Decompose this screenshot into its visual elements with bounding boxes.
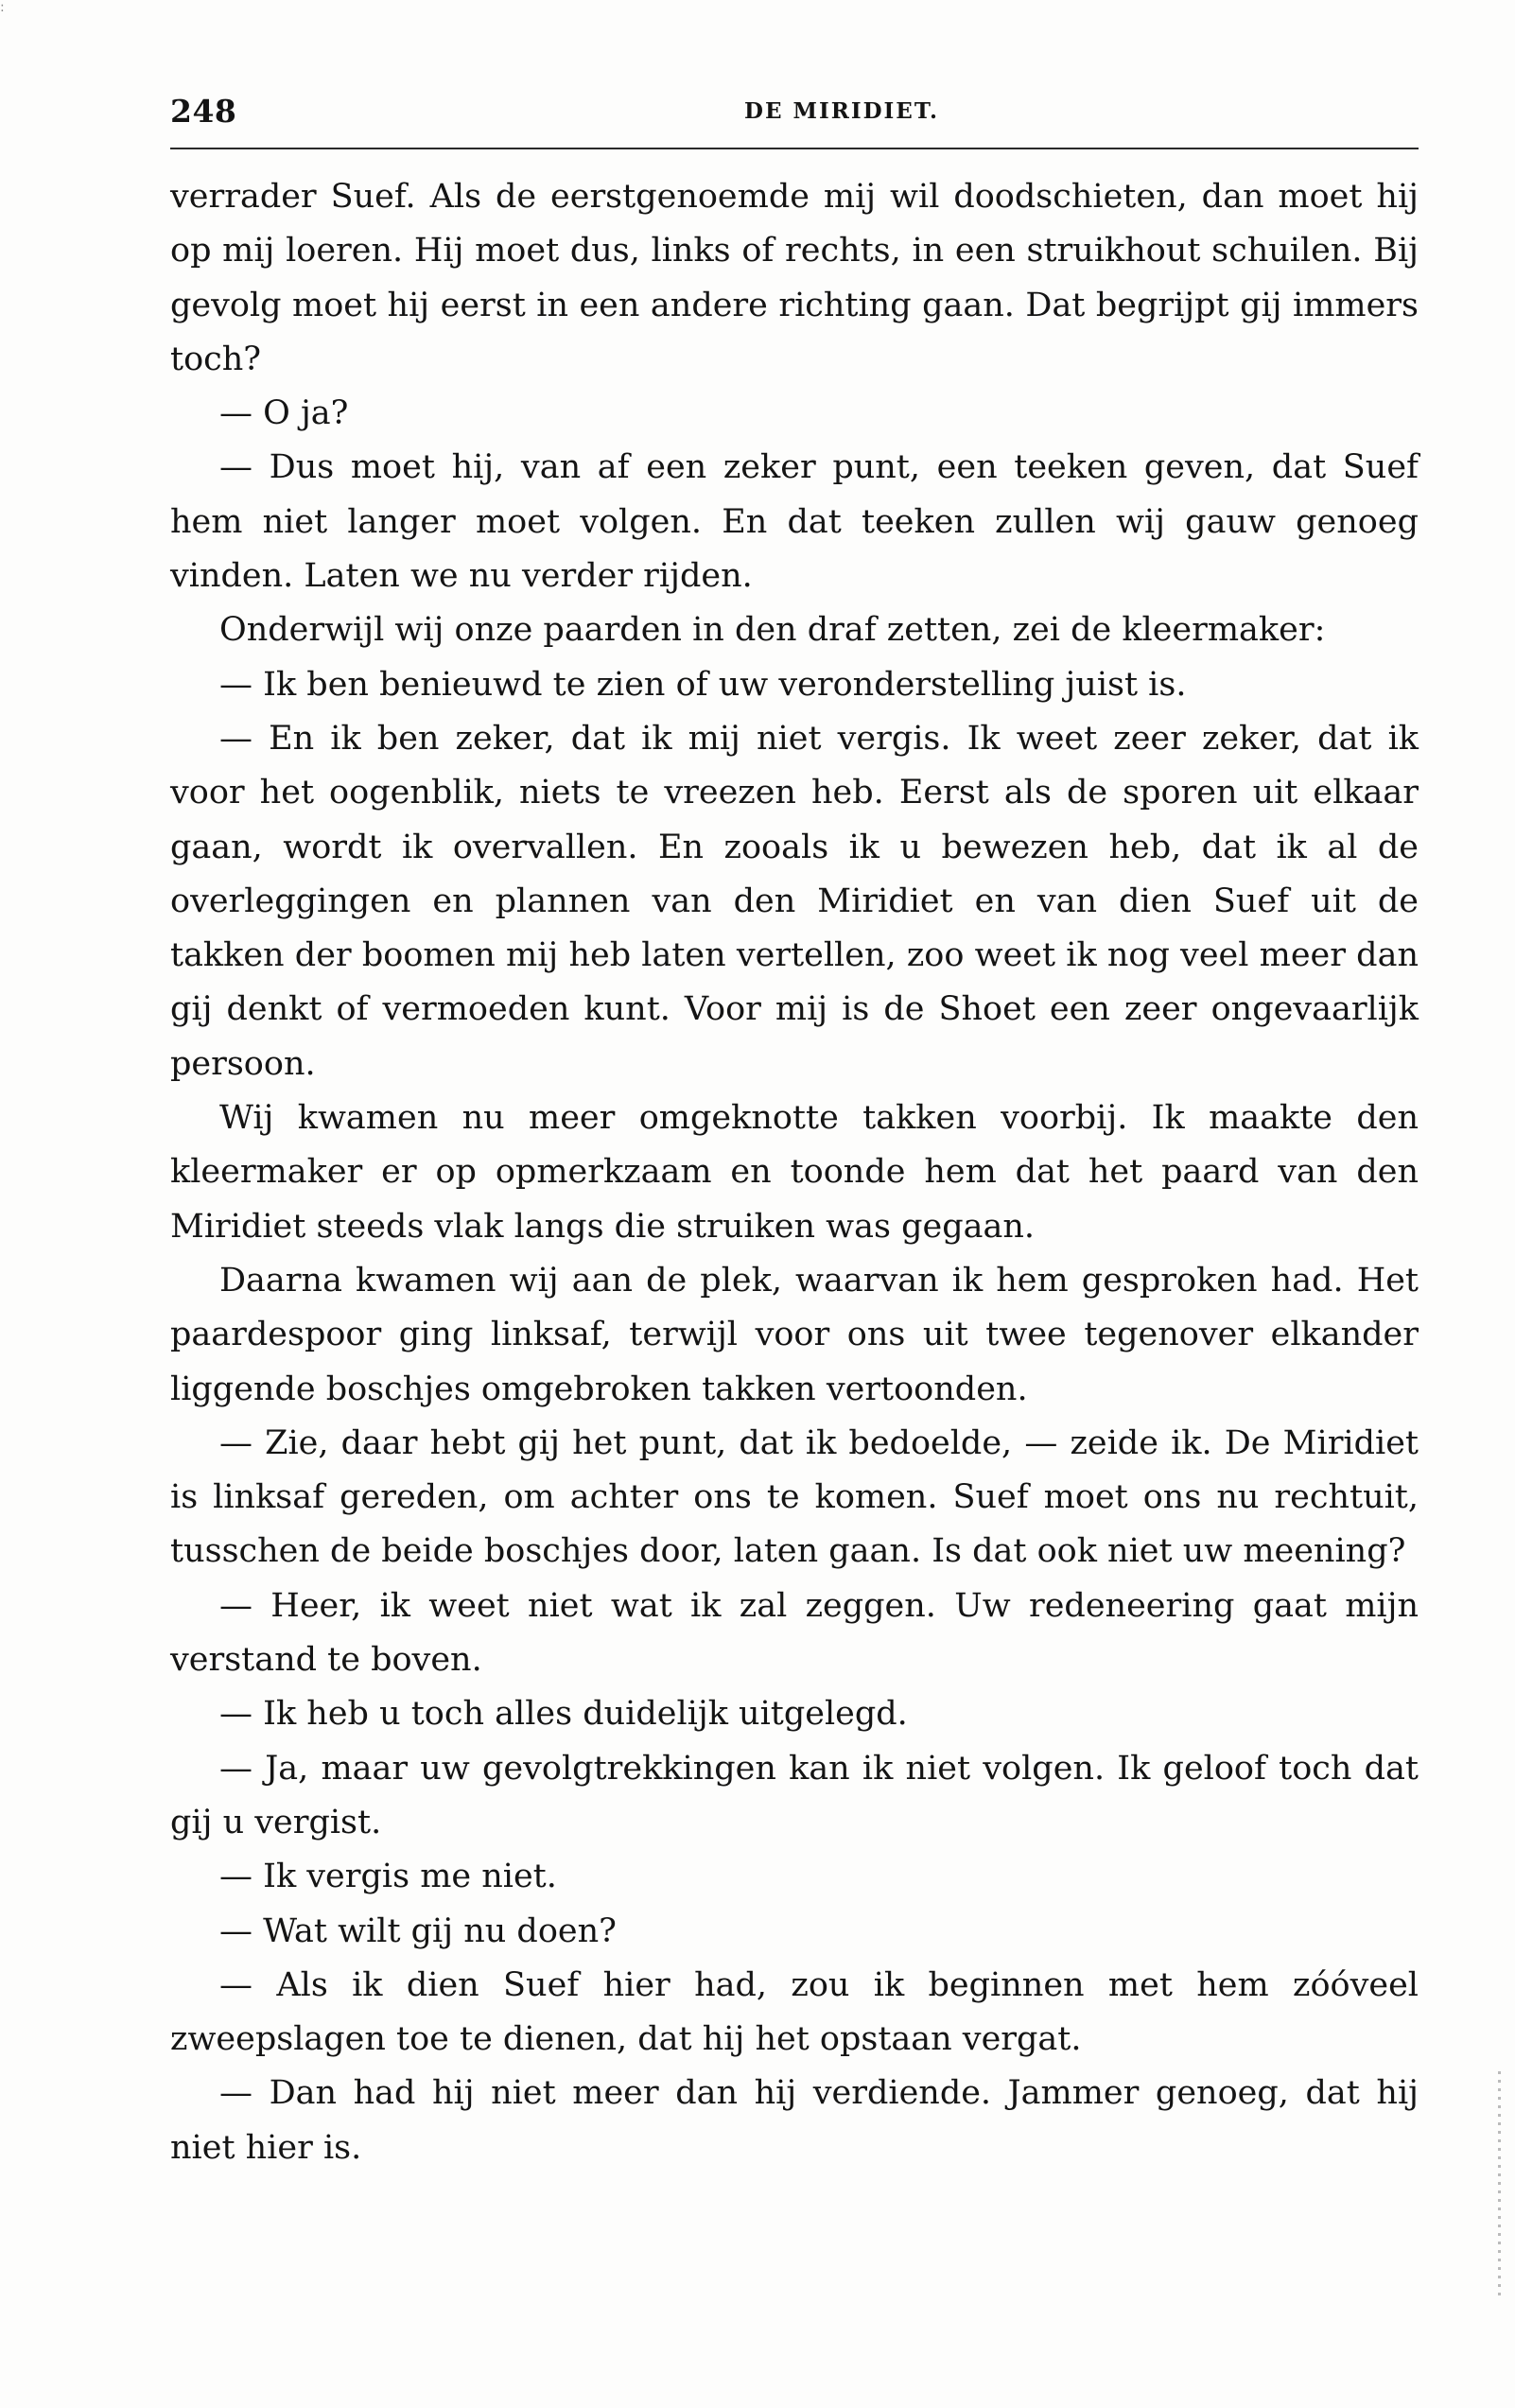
dialogue-paragraph: — Ik vergis me niet. [219, 1858, 557, 1896]
scan-edge-mark [1498, 2071, 1501, 2298]
paragraph: Onderwijl wij onze paarden in den draf zetten, zei de kleermaker: [219, 611, 1326, 650]
paragraph: Daarna kwamen wij aan de plek, waarvan ik hem gesproken had. Het paardespoor ging linksaf, terwijl voor ons uit twee tegenover elkander liggende boschjes omgebroken takken vertoonden. [170, 1261, 1419, 1408]
scan-margin-mark: : [0, 0, 5, 15]
dialogue-paragraph: — Wat wilt gij nu doen? [219, 1911, 617, 1950]
body-text [170, 170, 1419, 2175]
page-number: 248 [170, 93, 237, 130]
dialogue-paragraph: — Ja, maar uw gevolgtrekkingen kan ik niet volgen. Ik geloof toch dat gij u vergist. [170, 1749, 1419, 1841]
dialogue-paragraph: — Zie, daar hebt gij het punt, dat ik bedoelde, — zeide ik. De Miridiet is linksaf gereden, om achter ons te komen. Suef moet ons nu rechtuit, tusschen de beide boschjes door, laten gaan. Is dat ook niet uw meening? [170, 1423, 1419, 1571]
dialogue-paragraph: — Ik heb u toch alles duidelijk uitgelegd. [219, 1695, 908, 1734]
dialogue-paragraph: — Ik ben benieuwd te zien of uw veronderstelling juist is. [219, 665, 1187, 704]
dialogue-paragraph: — En ik ben zeker, dat ik mij niet vergis. Ik weet zeer zeker, dat ik voor het oogenblik, niets te vreezen heb. Eerst als de sporen uit elkaar gaan, wordt ik overvallen. En zooals ik u bewezen heb, dat ik al de overleggingen en plannen van den Miridiet en van dien Suef uit de takken der boomen mij heb laten vertellen, zoo weet ik nog veel meer dan gij denkt of vermoeden kunt. Voor mij is de Shoet een zeer ongevaarlijk persoon. [170, 719, 1419, 1083]
dialogue-paragraph: — O ja? [219, 394, 349, 433]
dialogue-paragraph: — Heer, ik weet niet wat ik zal zeggen. Uw redeneering gaat mijn verstand te boven. [170, 1586, 1419, 1680]
dialogue-paragraph: — Als ik dien Suef hier had, zou ik beginnen met hem zóóveel zweepslagen toe te dienen, dat hij het opstaan vergat. [170, 1965, 1419, 2059]
header-rule [170, 148, 1419, 149]
dialogue-paragraph: — Dan had hij niet meer dan hij verdiende. Jammer genoeg, dat hij niet hier is. [170, 2074, 1419, 2167]
running-head: DE MIRIDIET. [744, 98, 939, 124]
paragraph: verrader Suef. Als de eerstgenoemde mij wil doodschieten, dan moet hij op mij loeren. Hij moet dus, links of rechts, in een struikhout schuilen. Bij gevolg moet hij eerst in een andere richting gaan. Dat begrijpt gij immers toch? [170, 178, 1419, 378]
page-header [170, 93, 1419, 138]
paragraph: Wij kwamen nu meer omgeknotte takken voorbij. Ik maakte den kleermaker er op opmerkzaam en toonde hem dat het paard van den Miridiet steeds vlak langs die struiken was gegaan. [170, 1099, 1419, 1246]
dialogue-paragraph: — Dus moet hij, van af een zeker punt, een teeken geven, dat Suef hem niet langer moet volgen. En dat teeken zullen wij gauw genoeg vinden. Laten we nu verder rijden. [170, 448, 1419, 596]
